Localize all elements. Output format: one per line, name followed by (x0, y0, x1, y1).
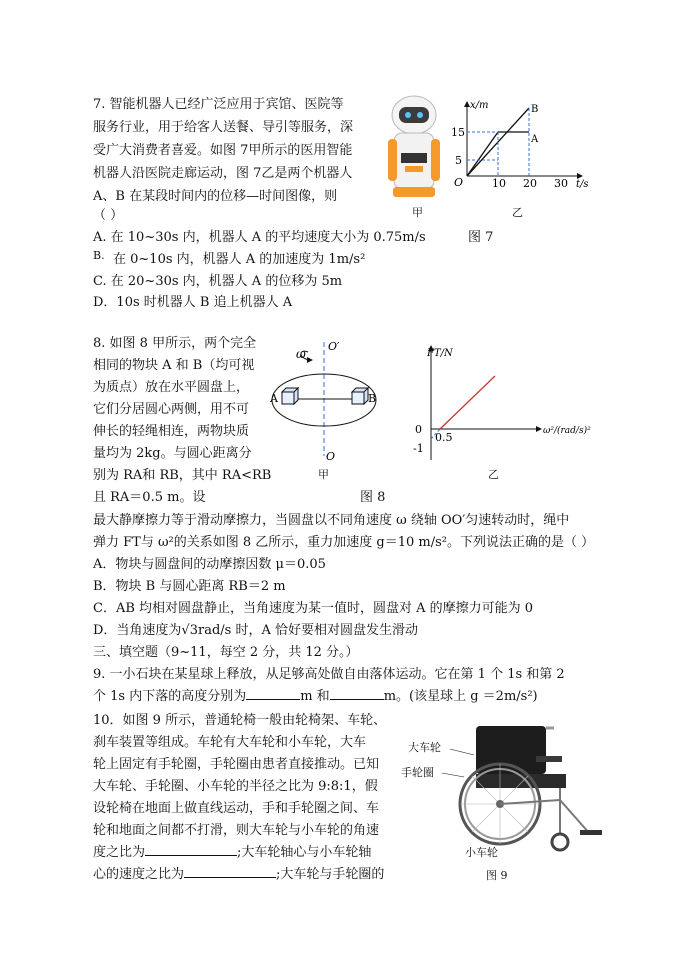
q8-omega: ω (296, 347, 306, 361)
q8-line-7: 别为 RA和 RB，其中 RA<RB (93, 468, 272, 483)
q10-line-6: 轮和地面之间都不打滑，则大车轮与小车轮的角速 (93, 823, 380, 838)
q10-line-1: 10．如图 9 所示，普通轮椅一般由轮椅架、车轮、 (93, 713, 387, 728)
q8-ft-line (440, 376, 495, 429)
q8-line-6: 量均为 2kg。与圆心距离分 (93, 446, 252, 461)
q7-y-label: x/m (470, 100, 489, 111)
q8-disk-diagram (268, 338, 388, 468)
q9-blank-1[interactable] (246, 687, 300, 700)
q7-ytick-5: 5 (455, 154, 462, 167)
q8-line-5: 伸长的轻绳相连，两物块质 (93, 424, 250, 439)
q7-ytick-15: 15 (451, 126, 465, 139)
q9-line-1: 9. 一小石块在某星球上释放，从足够高处做自由落体运动。它在第 1 个 1s 和第 2 (93, 667, 565, 682)
q8-line-8: 且 RA＝0.5 m。设 (93, 490, 206, 505)
q10-blank-2[interactable] (184, 865, 276, 878)
small-wheel (552, 834, 568, 850)
q8-ft-graph (405, 340, 595, 465)
q7-line-5: A、B 在某段时间内的位移—时间图像，则 (93, 189, 338, 204)
q8-option-a: A．物块与圆盘间的动摩擦因数 μ＝0.05 (93, 557, 326, 572)
q7-option-c: C. 在 20~30s 内，机器人 A 的位移为 5m (93, 274, 343, 289)
q10-text-8a: 心的速度之比为 (93, 867, 185, 882)
q10-fig-caption: 图 9 (486, 869, 508, 882)
q10-line-8 (93, 865, 384, 885)
q9-text-c: m。(该星球上 g ＝2m/s²) (383, 689, 538, 704)
q7-line-3: 受广大消费者喜爱。如图 7甲所示的医用智能 (93, 143, 353, 158)
q7-line-1: 7. 智能机器人已经广泛应用于宾馆、医院等 (93, 97, 344, 112)
q9-blank-2[interactable] (330, 687, 384, 700)
q8-xtick: 0.5 (435, 431, 453, 444)
q7-line-2: 服务行业，用于给客人送餐、导引等服务，深 (93, 120, 354, 135)
q10-text-7b: ;大车轮轴心与小车轮轴 (237, 845, 372, 860)
q8-option-b: B．物块 B 与圆心距离 RB＝2 m (93, 579, 286, 594)
q8-option-d: D．当角速度为√3rad/s 时，A 恰好要相对圆盘发生滑动 (93, 623, 418, 638)
section-3-heading: 三、填空题（9~11，每空 2 分，共 12 分。） (93, 645, 359, 660)
q7-label-a: A (531, 134, 539, 145)
q8-label-a: A (270, 392, 278, 405)
q7-xtick-30: 30 (554, 177, 568, 190)
q8-full-line-2: 弹力 FT与 ω²的关系如图 8 乙所示，重力加速度 g＝10 m/s²。下列说法正确的是（ ） (93, 535, 595, 550)
q8-full-line-1: 最大静摩擦力等于滑动摩擦力，当圆盘以不同角速度 ω 绕轴 OO′匀速转动时，绳中 (93, 513, 570, 528)
q7-xt-graph (450, 98, 590, 198)
q8-block-b (352, 388, 368, 404)
q8-line-1: 8. 如图 8 甲所示，两个完全 (93, 336, 257, 351)
q10-line-4: 大车轮、手轮圈、小车轮的半径之比为 9:8:1，假 (93, 779, 378, 794)
q10-text-7a: 度之比为 (93, 845, 146, 860)
q7-option-b-letter: B. (93, 249, 105, 262)
q7-option-b: 在 0~10s 内，机器人 A 的加速度为 1m/s² (113, 252, 366, 267)
q7-line-4: 机器人沿医院走廊运动，图 7乙是两个机器人 (93, 166, 353, 181)
q8-line-2: 相同的物块 A 和 B（均可视 (93, 358, 255, 373)
q8-fig-caption: 图 8 (360, 490, 386, 505)
q7-fig-label-jia: 甲 (412, 206, 423, 219)
q8-neg-one: -1 (413, 442, 424, 455)
q7-fig-label-yi: 乙 (512, 206, 523, 219)
q7-option-a: A. 在 10~30s 内，机器人 A 的平均速度大小为 0.75m/s (93, 230, 426, 245)
q8-y-label: FT/N (427, 348, 453, 359)
q8-x-label: ω²/(rad/s)² (543, 426, 591, 436)
label-small-wheel: 小车轮 (465, 846, 498, 859)
q8-zero: 0 (415, 423, 422, 436)
q8-option-c: C．AB 均相对圆盘静止，当角速度为某一值时，圆盘对 A 的摩擦力可能为 0 (93, 601, 534, 616)
q9-text-b: m 和 (300, 689, 330, 704)
q7-xtick-20: 20 (523, 177, 537, 190)
q8-fig-label-jia: 甲 (318, 468, 329, 481)
q10-line-7 (93, 843, 371, 863)
q10-line-3: 轮上固定有手轮圈，手轮圈由患者直接推动。已知 (93, 757, 380, 772)
label-hand-rim: 手轮圈 (401, 766, 434, 779)
q8-fig-label-yi: 乙 (488, 468, 499, 481)
q9-line-2 (93, 687, 538, 707)
q8-o-top: O′ (328, 340, 340, 353)
q8-o-bottom: O (326, 450, 336, 463)
label-big-wheel: 大车轮 (408, 741, 441, 754)
q8-line-4: 它们分居圆心两侧，用不可 (93, 402, 250, 417)
wheelchair-image (440, 722, 610, 857)
q7-option-d: D．10s 时机器人 B 追上机器人 A (93, 295, 293, 310)
q8-line-3: 为质点）放在水平圆盘上， (93, 380, 250, 395)
q8-block-a (282, 388, 298, 404)
q7-line-a (467, 132, 498, 176)
robot-image (385, 95, 443, 199)
q10-line-5: 设轮椅在地面上做直线运动，手和手轮圈之间、车 (93, 801, 380, 816)
q8-label-b: B (368, 392, 377, 405)
q7-line-6: （ ） (93, 208, 124, 223)
q10-blank-1[interactable] (145, 843, 237, 856)
q10-line-2: 刹车装置等组成。车轮有大车轮和小车轮，大车 (93, 735, 367, 750)
q9-text-a: 个 1s 内下落的高度分别为 (93, 689, 247, 704)
q7-label-b: B (531, 104, 539, 115)
q10-text-8b: ;大车轮与手轮圈的 (276, 867, 385, 882)
q7-origin: O (454, 176, 464, 189)
q7-fig-caption: 图 7 (468, 230, 494, 245)
q7-xtick-10: 10 (492, 177, 506, 190)
q7-x-label: t/s (576, 179, 589, 190)
